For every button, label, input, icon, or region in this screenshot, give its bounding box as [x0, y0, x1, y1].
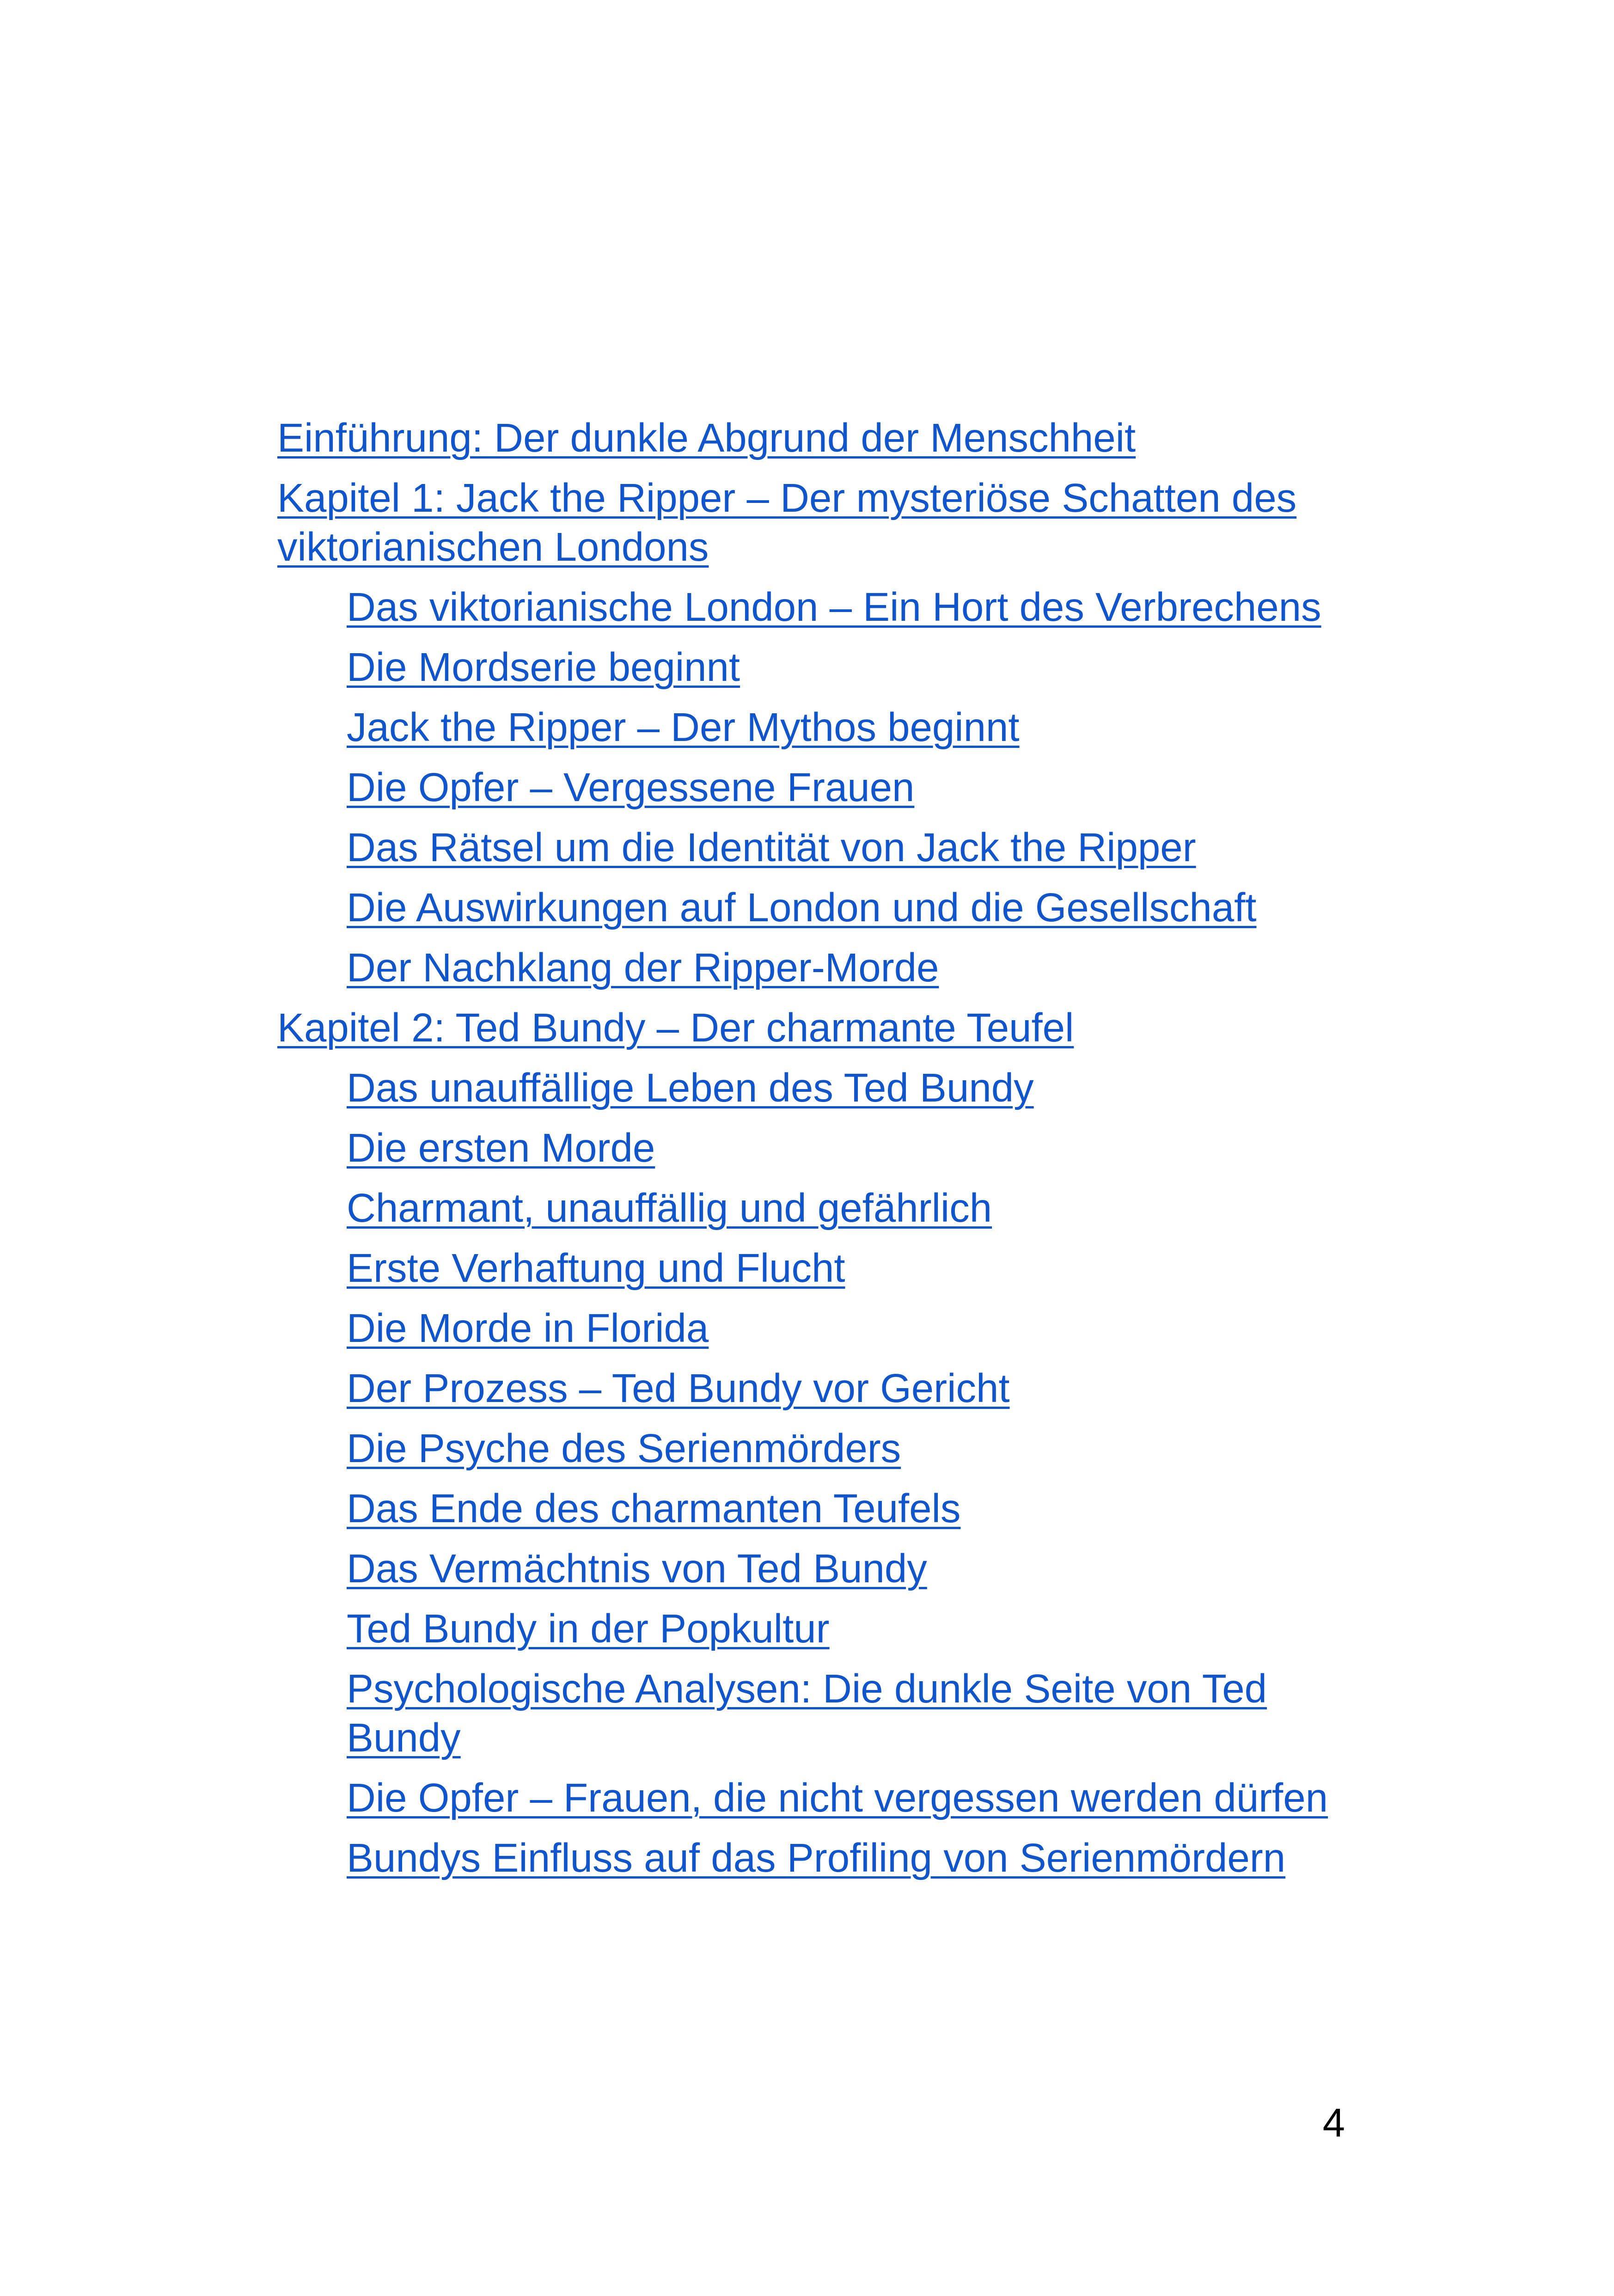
- toc-link-section[interactable]: Ted Bundy in der Popkultur: [347, 1606, 830, 1651]
- toc-link-section[interactable]: Jack the Ripper – Der Mythos beginnt: [347, 705, 1020, 750]
- toc-link-section[interactable]: Die Morde in Florida: [347, 1306, 709, 1351]
- toc-link-section[interactable]: Das Vermächtnis von Ted Bundy: [347, 1546, 927, 1591]
- toc-entry: [277, 1304, 1345, 1353]
- page-number: 4: [1322, 2100, 1345, 2145]
- toc-entry: [277, 474, 1345, 572]
- toc-entry: [277, 883, 1345, 932]
- toc-link-section[interactable]: Der Prozess – Ted Bundy vor Gericht: [347, 1366, 1010, 1411]
- toc-link-section[interactable]: Die Psyche des Serienmörders: [347, 1426, 901, 1471]
- toc-entry: [277, 1004, 1345, 1053]
- toc-link-section[interactable]: Die Opfer – Frauen, die nicht vergessen werden dürfen: [347, 1776, 1328, 1820]
- toc-link-section[interactable]: Erste Verhaftung und Flucht: [347, 1246, 845, 1291]
- toc-entry: [277, 1364, 1345, 1413]
- toc-link-introduction[interactable]: Einführung: Der dunkle Abgrund der Menschheit: [277, 416, 1136, 460]
- toc-link-section[interactable]: Die ersten Morde: [347, 1126, 655, 1170]
- toc-entry: [277, 1184, 1345, 1233]
- toc-entry: [277, 643, 1345, 692]
- toc-entry: [277, 763, 1345, 812]
- toc-entry: [277, 1064, 1345, 1113]
- toc-link-section[interactable]: Das unauffällige Leben des Ted Bundy: [347, 1065, 1034, 1110]
- toc-entry: [277, 1244, 1345, 1293]
- toc-link-section[interactable]: Psychologische Analysen: Die dunkle Seite von Ted Bundy: [347, 1666, 1267, 1760]
- table-of-contents: [277, 414, 1345, 1894]
- toc-link-section[interactable]: Das Rätsel um die Identität von Jack the Ripper: [347, 825, 1196, 870]
- toc-entry: [277, 1124, 1345, 1173]
- toc-link-section[interactable]: Bundys Einfluss auf das Profiling von Serienmördern: [347, 1836, 1286, 1880]
- toc-entry: [277, 583, 1345, 632]
- toc-entry: [277, 414, 1345, 463]
- toc-link-section[interactable]: Das Ende des charmanten Teufels: [347, 1486, 961, 1531]
- toc-link-section[interactable]: Die Opfer – Vergessene Frauen: [347, 765, 915, 810]
- toc-entry: [277, 703, 1345, 752]
- toc-entry: [277, 1665, 1345, 1763]
- toc-entry: [277, 1424, 1345, 1473]
- toc-entry: [277, 1774, 1345, 1823]
- toc-link-section[interactable]: Der Nachklang der Ripper-Morde: [347, 945, 939, 990]
- toc-entry: [277, 1544, 1345, 1593]
- toc-entry: [277, 823, 1345, 872]
- toc-link-section[interactable]: Die Auswirkungen auf London und die Gesellschaft: [347, 885, 1257, 930]
- toc-link-section[interactable]: Das viktorianische London – Ein Hort des Verbrechens: [347, 585, 1321, 630]
- toc-entry: [277, 1834, 1345, 1883]
- toc-link-section[interactable]: Charmant, unauffällig und gefährlich: [347, 1186, 992, 1231]
- toc-link-chapter-2[interactable]: Kapitel 2: Ted Bundy – Der charmante Teufel: [277, 1005, 1074, 1050]
- toc-entry: [277, 943, 1345, 992]
- toc-link-chapter-1[interactable]: Kapitel 1: Jack the Ripper – Der mysteriöse Schatten des viktorianischen Londons: [277, 476, 1297, 569]
- toc-entry: [277, 1484, 1345, 1533]
- toc-entry: [277, 1604, 1345, 1653]
- toc-link-section[interactable]: Die Mordserie beginnt: [347, 645, 740, 690]
